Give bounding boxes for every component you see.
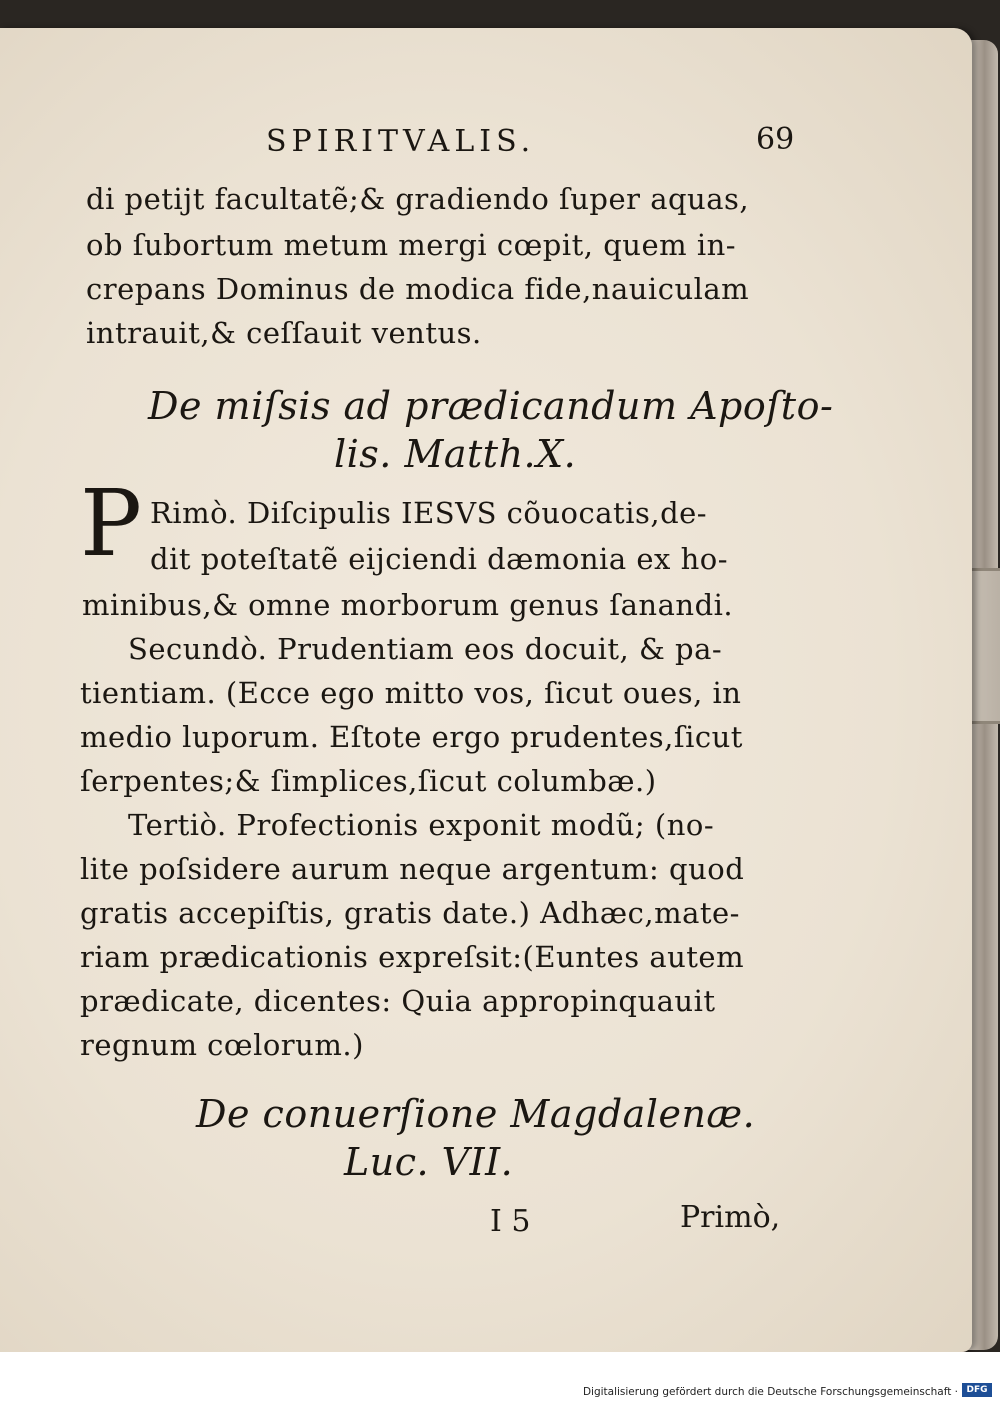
section-heading-2: De conuerſione Magdalenæ. xyxy=(196,1092,756,1136)
section-heading-2-cont: Luc. VII. xyxy=(344,1140,514,1184)
catchword: Primò, xyxy=(680,1200,781,1235)
text-line: riam prædicationis expreſsit:(Euntes autem xyxy=(80,940,745,974)
text-line: dit poteſtatẽ eijciendi dæmonia ex ho- xyxy=(150,542,729,576)
text-line: lite poſsidere aurum neque argentum: quod xyxy=(80,852,745,886)
text-line: ſerpentes;& ſimplices,ſicut columbæ.) xyxy=(80,764,657,798)
running-head: SPIRITVALIS. xyxy=(266,124,536,159)
text-line: Tertiò. Profectionis exponit modũ; (no- xyxy=(128,808,715,842)
page-number: 69 xyxy=(756,122,795,157)
text-line: di petijt facultatẽ;& gradiendo ſuper aquas, xyxy=(86,182,750,216)
text-line: Rimò. Diſcipulis IESVS cõuocatis,de- xyxy=(150,496,708,530)
section-heading-1: De miſsis ad prædicandum Apoſto- xyxy=(148,384,834,428)
text-line: prædicate, dicentes: Quia appropinquauit xyxy=(80,984,716,1018)
text-line: gratis accepiſtis, gratis date.) Adhæc,mate- xyxy=(80,896,740,930)
text-line: crepans Dominus de modica fide,nauiculam xyxy=(86,272,750,306)
text-line: intrauit,& ceſſauit ventus. xyxy=(86,316,482,350)
drop-cap: P xyxy=(80,470,142,577)
section-heading-1-cont: lis. Matth.X. xyxy=(334,432,577,476)
dfg-logo: DFG xyxy=(962,1383,992,1397)
text-line: tientiam. (Ecce ego mitto vos, ſicut oues, in xyxy=(80,676,742,710)
text-line: regnum cœlorum.) xyxy=(80,1028,364,1062)
text-line: minibus,& omne morborum genus ſanandi. xyxy=(82,588,734,622)
text-line: medio luporum. Eſtote ergo prudentes,ſicut xyxy=(80,720,743,754)
text-line: Secundò. Prudentiam eos docuit, & pa- xyxy=(128,632,723,666)
text-line: ob ſubortum metum mergi cœpit, quem in- xyxy=(86,228,737,262)
digitization-credit: Digitalisierung gefördert durch die Deutsche Forschungsgemeinschaft · xyxy=(582,1386,958,1398)
signature-mark: I 5 xyxy=(490,1204,531,1239)
